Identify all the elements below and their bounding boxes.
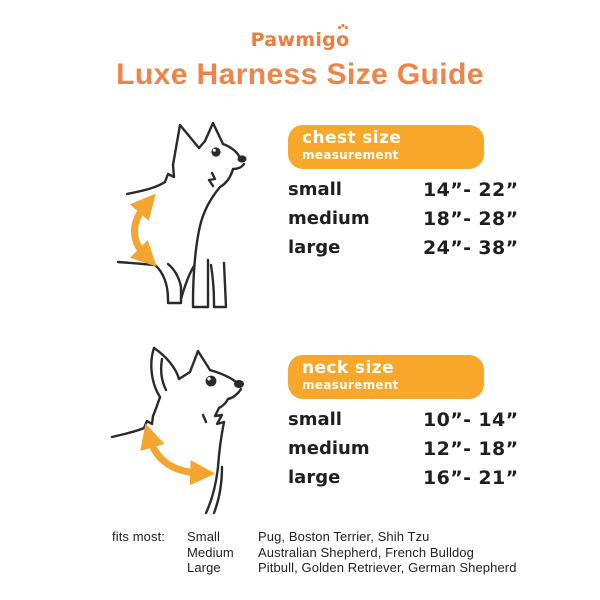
fits-most-size: Small — [187, 529, 221, 544]
size-value: 18”- 28” — [423, 207, 519, 230]
chest-dog-illustration — [100, 113, 280, 323]
neck-size-header-band — [288, 355, 484, 399]
size-label: medium — [288, 208, 370, 229]
table-row — [288, 434, 519, 463]
neck-size-header-title: neck size — [302, 358, 394, 378]
size-value: 10”- 14” — [423, 408, 519, 431]
size-label: large — [288, 467, 341, 488]
chest-size-section — [288, 125, 519, 262]
chest-size-table — [288, 175, 519, 262]
neck-size-section — [288, 355, 519, 492]
size-value: 14”- 22” — [423, 178, 519, 201]
size-value: 12”- 18” — [423, 437, 519, 460]
chest-size-header-title: chest size — [302, 128, 402, 148]
fits-most-label: fits most: — [112, 529, 166, 544]
table-row — [288, 175, 519, 204]
size-label: small — [288, 179, 342, 200]
brand-logo-text: Pawmig — [250, 29, 337, 51]
table-row — [288, 233, 519, 262]
page-title: Luxe Harness Size Guide — [116, 58, 484, 91]
neck-measure-arrow-icon — [150, 439, 199, 473]
brand-logo — [0, 29, 600, 51]
neck-size-header-subtitle: measurement — [302, 378, 399, 392]
table-row — [288, 405, 519, 434]
chest-measure-arrow-icon — [134, 206, 145, 255]
fits-most-breeds: Pitbull, Golden Retriever, German Shepherd — [258, 560, 517, 576]
table-row — [288, 463, 519, 492]
neck-size-table — [288, 405, 519, 492]
fits-most-section — [112, 529, 517, 576]
size-label: large — [288, 237, 341, 258]
fits-most-spacer — [112, 545, 187, 561]
size-label: medium — [288, 438, 370, 459]
size-value: 24”- 38” — [423, 236, 519, 259]
fits-most-breeds: Pug, Boston Terrier, Shih Tzu — [258, 529, 430, 544]
fits-most-size: Medium — [187, 544, 234, 560]
brand-logo-paw-o: o — [336, 29, 350, 51]
fits-most-spacer — [112, 560, 187, 576]
neck-dog-illustration — [110, 345, 280, 515]
chest-size-header-subtitle: measurement — [302, 148, 399, 162]
chest-size-header-band — [288, 125, 484, 169]
fits-most-breeds: Australian Shepherd, French Bulldog — [258, 544, 474, 560]
size-value: 16”- 21” — [423, 466, 519, 489]
table-row — [288, 204, 519, 233]
fits-most-size: Large — [187, 560, 221, 576]
size-label: small — [288, 409, 342, 430]
